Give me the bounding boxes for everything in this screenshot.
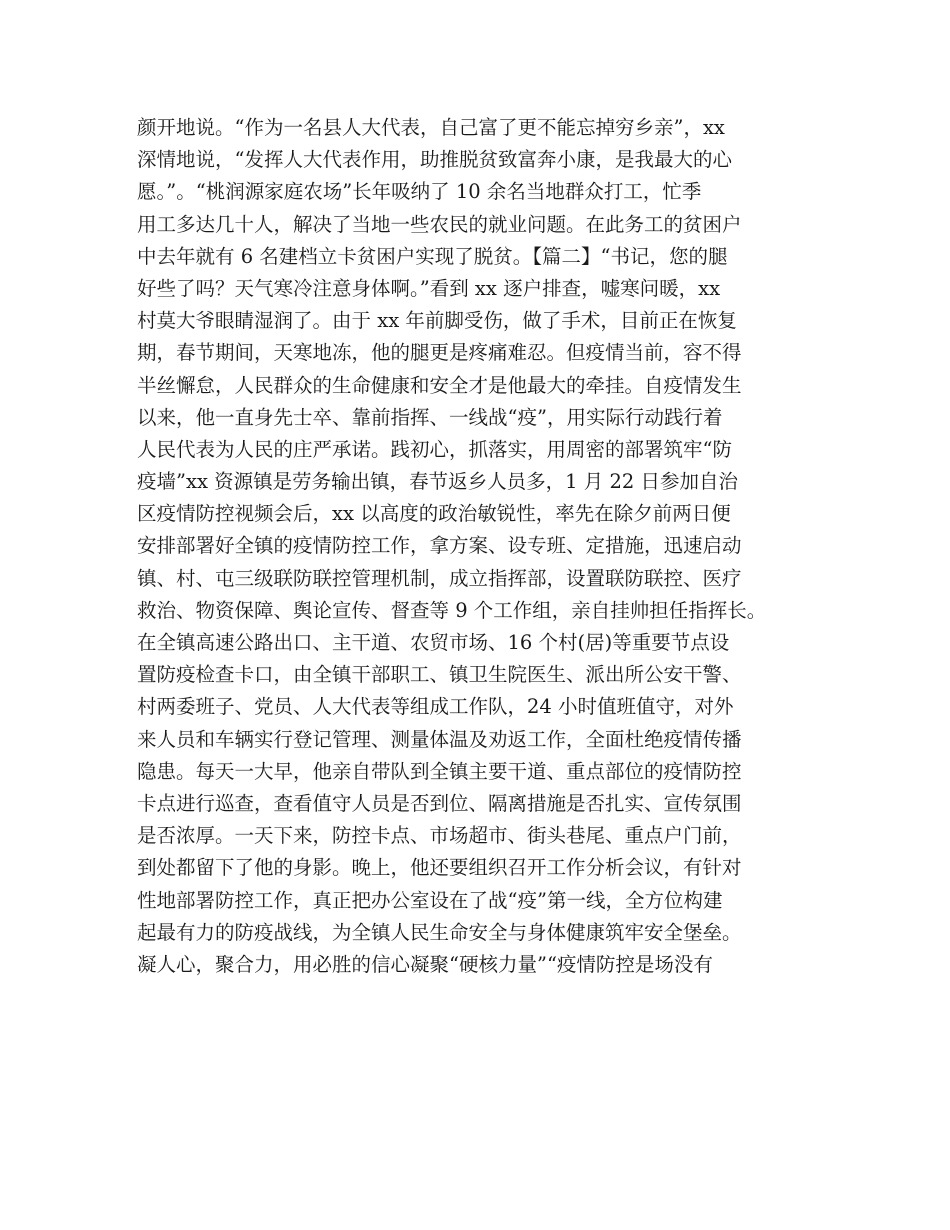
text-line: 好些了吗？天气寒冷注意身体啊。”看到 xx 逐户排查，嘘寒问暖，xx (137, 276, 721, 300)
text-line: 中去年就有 6 名建档立卡贫困户实现了脱贫。【篇二】“书记，您的腿 (137, 244, 728, 268)
text-line: 卡点进行巡查，查看值守人员是否到位、隔离措施是否扎实、宣传氛围 (137, 791, 742, 815)
text-line: 安排部署好全镇的疫情防控工作，拿方案、设专班、定措施，迅速启动 (137, 534, 742, 558)
text-line: 是否浓厚。一天下来，防控卡点、市场超市、街头巷尾、重点户门前， (137, 824, 742, 848)
text-line: 深情地说，“发挥人大代表作用，助推脱贫致富奔小康，是我最大的心 (137, 148, 732, 172)
text-line: 期，春节期间，天寒地冻，他的腿更是疼痛难忍。但疫情当前，容不得 (137, 341, 742, 365)
text-line: 疫墙”xx 资源镇是劳务输出镇，春节返乡人员多，1 月 22 日参加自治 (137, 470, 738, 494)
text-line: 到处都留下了他的身影。晚上，他还要组织召开工作分析会议，有针对 (137, 856, 742, 880)
text-line: 性地部署防控工作，真正把办公室设在了战“疫”第一线，全方位构建 (137, 888, 723, 912)
text-line: 区疫情防控视频会后，xx 以高度的政治敏锐性，率先在除夕前两日便 (137, 502, 731, 526)
text-line: 颜开地说。“作为一名县人大代表，自己富了更不能忘掉穷乡亲”，xx (137, 116, 725, 139)
text-line: 愿。”。“桃润源家庭农场”长年吸纳了 10 余名当地群众打工，忙季 (137, 180, 702, 204)
text-line: 救治、物资保障、舆论宣传、督查等 9 个工作组，亲自挂帅担任指挥长。 (137, 598, 767, 622)
text-line: 镇、村、屯三级联防联控管理机制，成立指挥部，设置联防联控、医疗 (137, 566, 742, 590)
text-line: 用工多达几十人，解决了当地一些农民的就业问题。在此务工的贫困户 (137, 212, 742, 236)
text-line: 在全镇高速公路出口、主干道、农贸市场、16 个村(居)等重要节点设 (137, 631, 730, 654)
text-line: 隐患。每天一大早，他亲自带队到全镇主要干道、重点部位的疫情防控 (137, 759, 742, 783)
text-line: 来人员和车辆实行登记管理、测量体温及劝返工作，全面杜绝疫情传播 (137, 727, 742, 751)
body-text (137, 112, 837, 981)
text-line: 半丝懈怠，人民群众的生命健康和安全才是他最大的牵挂。自疫情发生 (137, 373, 742, 397)
text-line: 以来，他一直身先士卒、靠前指挥、一线战“疫”，用实际行动践行着 (137, 405, 723, 429)
text-line: 凝人心，聚合力，用必胜的信心凝聚“硬核力量”“疫情防控是场没有 (137, 952, 713, 976)
text-line: 村两委班子、党员、人大代表等组成工作队，24 小时值班值守，对外 (137, 695, 734, 719)
text-line: 人民代表为人民的庄严承诺。践初心，抓落实，用周密的部署筑牢“防 (137, 437, 732, 461)
text-line: 起最有力的防疫战线，为全镇人民生命安全与身体健康筑牢安全堡垒。 (137, 920, 742, 944)
text-line: 置防疫检查卡口，由全镇干部职工、镇卫生院医生、派出所公安干警、 (137, 663, 742, 687)
text-line: 村莫大爷眼睛湿润了。由于 xx 年前脚受伤，做了手术，目前正在恢复 (137, 309, 737, 333)
